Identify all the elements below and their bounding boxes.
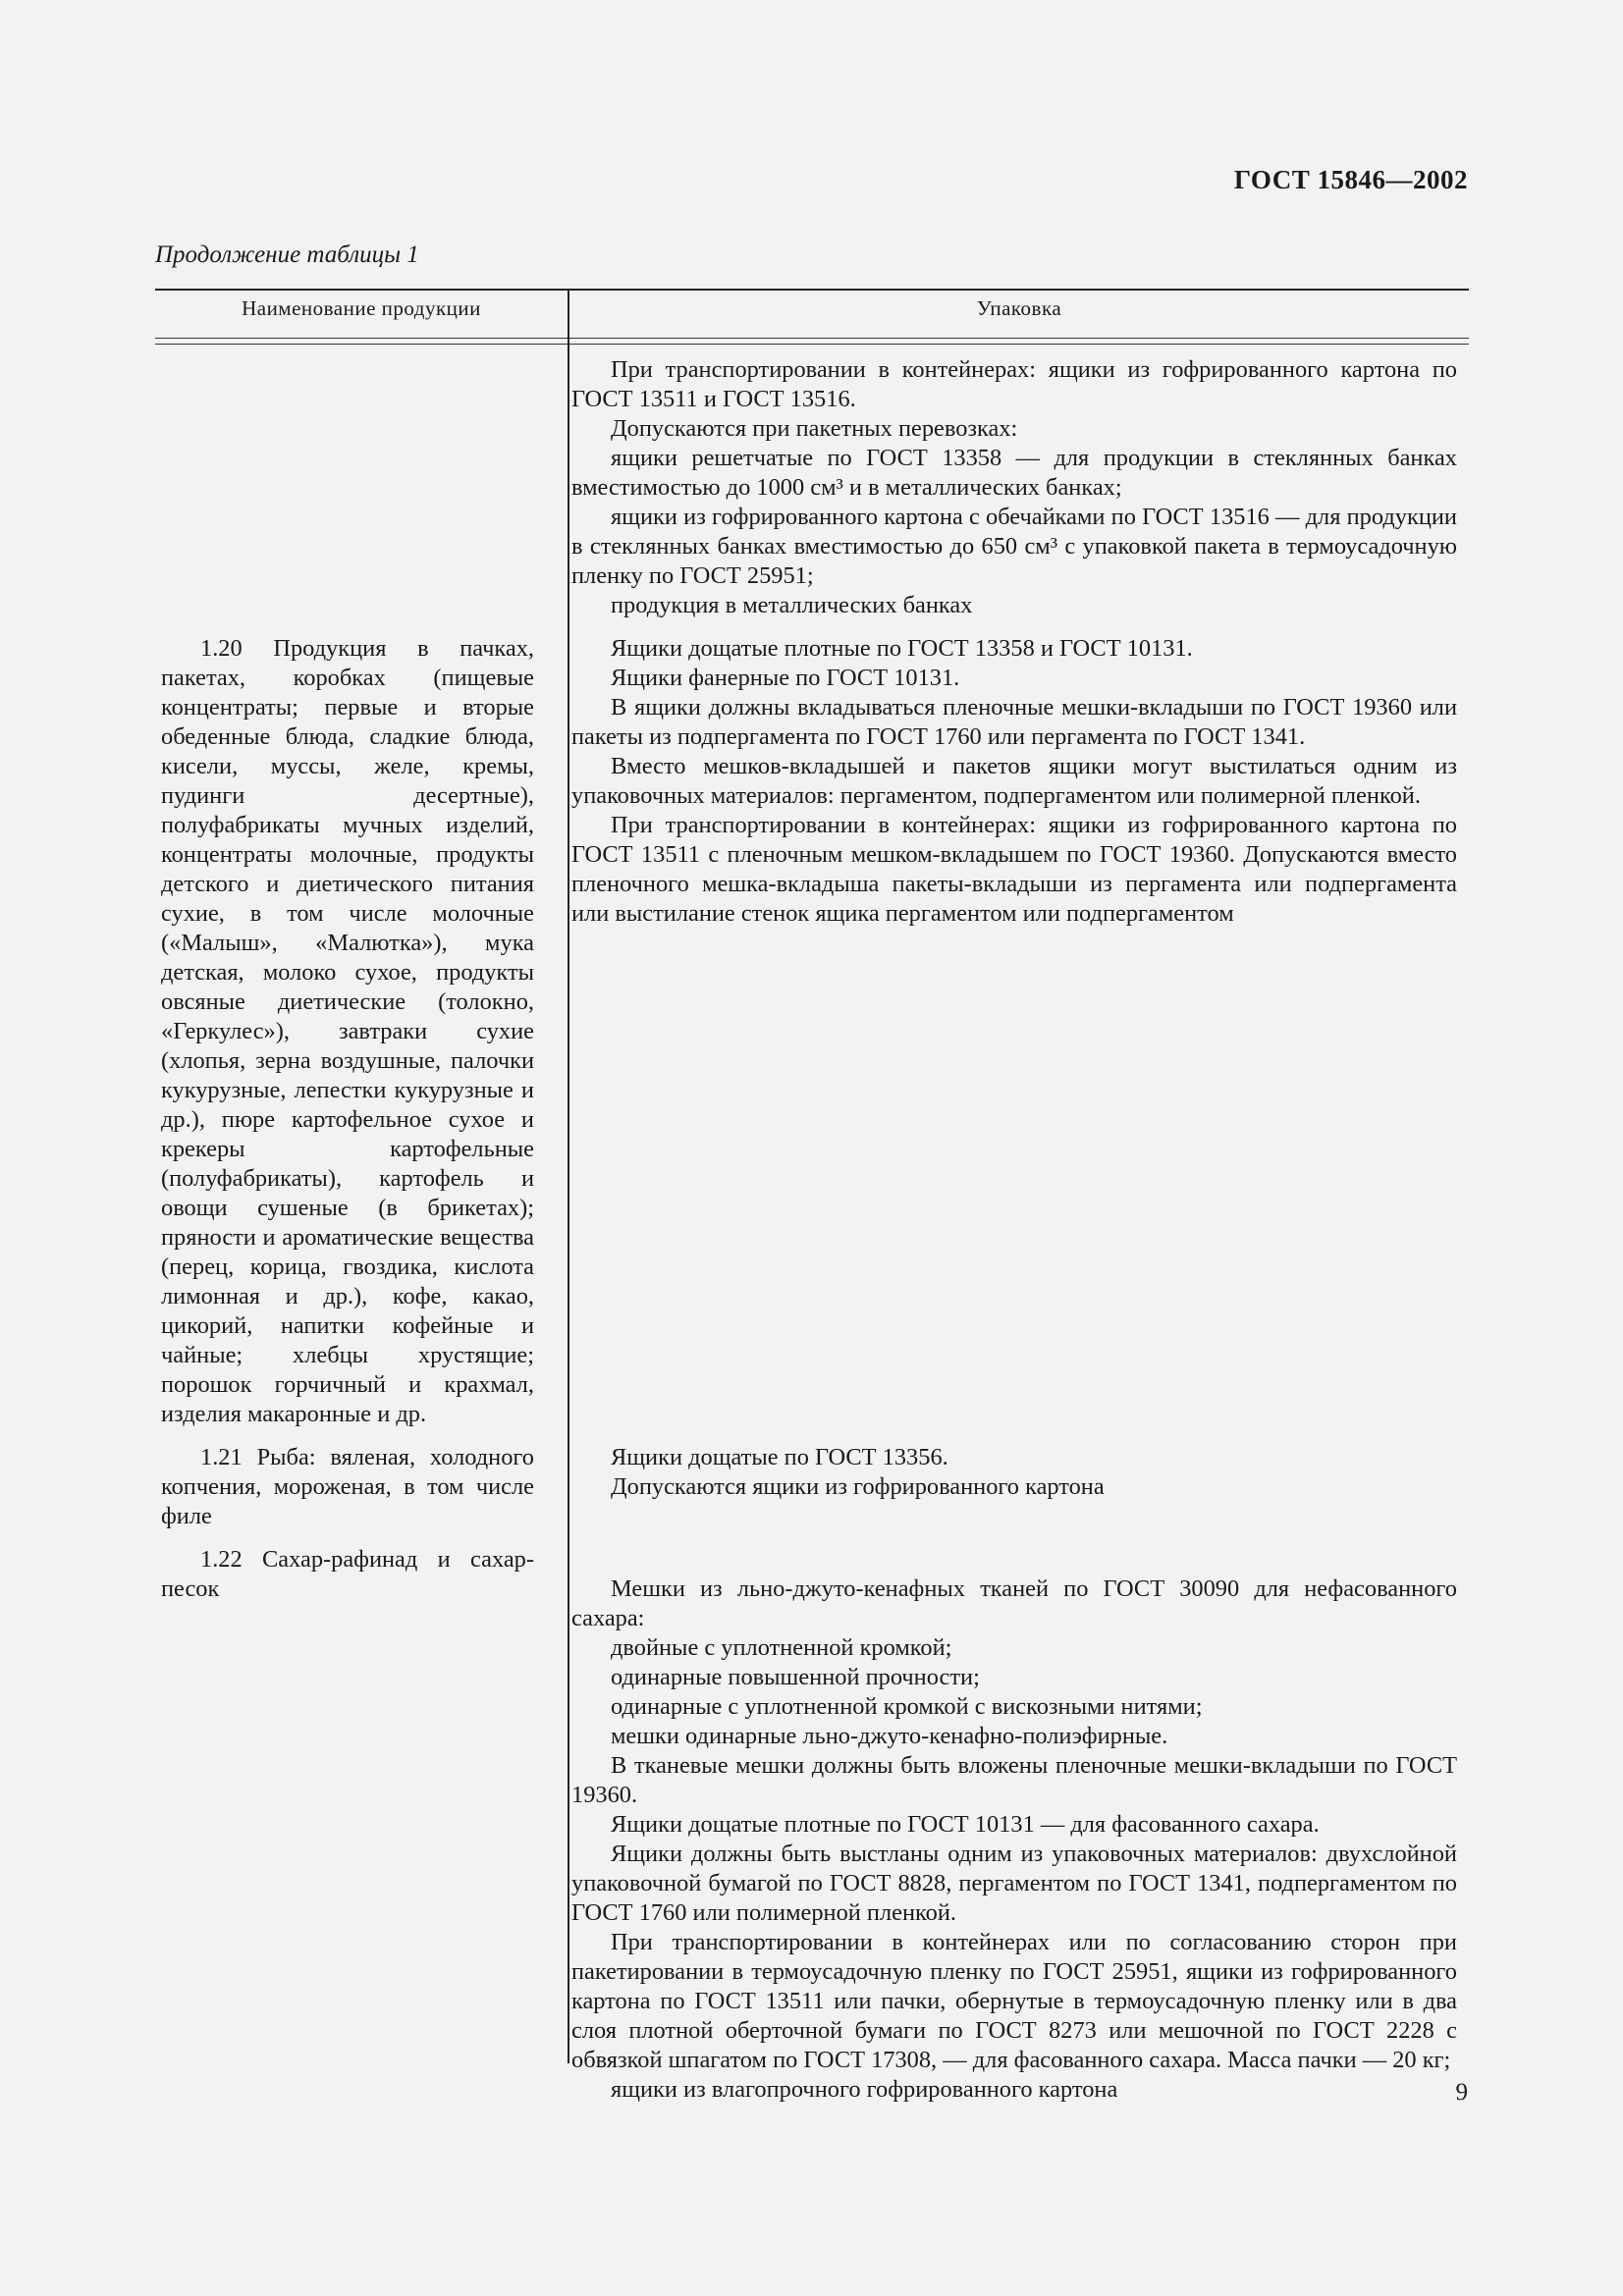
packaging-paragraph: продукция в металлических банках <box>611 592 973 618</box>
packaging-table <box>155 289 1469 2103</box>
page-number: 9 <box>1455 2079 1468 2106</box>
product-cell <box>155 1545 534 2105</box>
packaging-paragraph: одинарные повышенной прочности; <box>611 1664 980 1690</box>
packaging-paragraph: мешки одинарные льно-джуто-кенафно-полиэфирные. <box>611 1723 1168 1749</box>
packaging-cell <box>568 1443 1457 1531</box>
table-row <box>155 355 1469 620</box>
packaging-cell <box>568 634 1457 1429</box>
packaging-paragraph: Допускаются ящики из гофрированного картона <box>611 1473 1105 1500</box>
product-description: 1.20 Продукция в пачках, пакетах, коробках (пищевые концентраты; первые и вторые обеденные блюда, сладкие блюда, кисели, муссы, желе, кремы, пудинги десертные), полуфабрикаты мучных изделий, концентраты молочные, продукты детского и диетического питания сухие, в том числе молочные («Малыш», «Малютка»), мука детская, молоко сухое, продукты овсяные диетические (толокно, «Геркулес»), завтраки сухие (хлопья, зерна воздушные, палочки кукурузные, лепестки кукурузные и др.), пюре картофельное сухое и крекеры картофельные (полуфабрикаты), картофель и овощи сушеные (в брикетах); пряности и ароматические вещества (перец, корица, гвоздика, кислота лимонная и др.), кофе, какао, цикорий, напитки кофейные и чайные; хлебцы хрустящие; порошок горчичный и крахмал, изделия макаронные и др. <box>161 635 534 1427</box>
packaging-paragraph: одинарные с уплотненной кромкой с вискозными нитями; <box>611 1693 1203 1720</box>
table-row <box>155 1545 1469 2105</box>
packaging-cell <box>568 1545 1457 2105</box>
product-cell <box>155 634 534 1429</box>
packaging-paragraph: Допускаются при пакетных перевозках: <box>611 415 1018 442</box>
product-cell <box>155 1443 534 1531</box>
product-description: 1.21 Рыба: вяленая, холодного копчения, мороженая, в том числе филе <box>161 1444 534 1529</box>
table-continuation-caption: Продолжение таблицы 1 <box>155 241 419 268</box>
packaging-paragraph: При транспортировании в контейнерах: ящики из гофрированного картона по ГОСТ 13511 и ГОСТ 13516. <box>571 356 1457 412</box>
product-cell <box>155 355 534 620</box>
packaging-paragraph: Ящики дощатые по ГОСТ 13356. <box>611 1444 948 1470</box>
product-description: 1.22 Сахар-рафинад и сахар-песок <box>161 1546 534 1602</box>
table-row <box>155 634 1469 1429</box>
packaging-paragraph: Ящики фанерные по ГОСТ 10131. <box>611 665 960 691</box>
packaging-paragraph: ящики из влагопрочного гофрированного картона <box>611 2076 1118 2103</box>
table-body <box>155 355 1469 2105</box>
packaging-cell <box>568 355 1457 620</box>
table-row <box>155 1443 1469 1531</box>
header-bottom-rule-double <box>155 344 1469 345</box>
packaging-paragraph: При транспортировании в контейнерах: ящики из гофрированного картона по ГОСТ 13511 с пленочным мешком-вкладышем по ГОСТ 19360. Допускаются вместо пленочного мешка-вкладыша пакеты-вкладыши из пергамента или подпергамента или выстилание стенок ящика пергаментом или подпергаментом <box>571 812 1457 927</box>
packaging-paragraph: Ящики дощатые плотные по ГОСТ 13358 и ГОСТ 10131. <box>611 635 1193 662</box>
packaging-paragraph: двойные с уплотненной кромкой; <box>611 1634 952 1661</box>
table-top-rule <box>155 289 1469 291</box>
column-header-product: Наименование продукции <box>242 296 481 320</box>
packaging-paragraph: ящики из гофрированного картона с обечайками по ГОСТ 13516 — для продукции в стеклянных банках вместимостью до 650 см³ с упаковкой пакета в термоусадочную пленку по ГОСТ 25951; <box>571 504 1457 589</box>
packaging-paragraph: Мешки из льно-джуто-кенафных тканей по ГОСТ 30090 для нефасованного сахара: <box>571 1575 1457 1631</box>
packaging-paragraph: Ящики должны быть выстланы одним из упаковочных материалов: двухслойной упаковочной бумагой по ГОСТ 8828, пергаментом по ГОСТ 1341, подпергаментом по ГОСТ 1760 или полимерной пленкой. <box>571 1841 1457 1926</box>
packaging-paragraph: В ящики должны вкладываться пленочные мешки-вкладыши по ГОСТ 19360 или пакеты из подпергамента по ГОСТ 1760 или пергамента по ГОСТ 1341. <box>571 694 1457 750</box>
packaging-paragraph: Ящики дощатые плотные по ГОСТ 10131 — для фасованного сахара. <box>611 1811 1320 1838</box>
column-header-packaging: Упаковка <box>976 296 1062 320</box>
packaging-paragraph: В тканевые мешки должны быть вложены пленочные мешки-вкладыши по ГОСТ 19360. <box>571 1752 1457 1808</box>
packaging-paragraph: ящики решетчатые по ГОСТ 13358 — для продукции в стеклянных банках вместимостью до 1000 см³ и в металлических банках; <box>571 445 1457 501</box>
packaging-paragraph: При транспортировании в контейнерах или по согласованию сторон при пакетировании в термоусадочную пленку по ГОСТ 25951, ящики из гофрированного картона по ГОСТ 13511 или пачки, обернутые в термоусадочную пленку или в два слоя плотной оберточной бумаги по ГОСТ 8273 или мешочной по ГОСТ 2228 с обвязкой шпагатом по ГОСТ 17308, — для фасованного сахара. Масса пачки — 20 кг; <box>571 1929 1457 2073</box>
header-bottom-rule <box>155 338 1469 339</box>
packaging-paragraph: Вместо мешков-вкладышей и пакетов ящики могут выстилаться одним из упаковочных материалов: пергаментом, подпергаментом или полимерной пленкой. <box>571 753 1457 809</box>
standard-number: ГОСТ 15846—2002 <box>1233 165 1468 194</box>
